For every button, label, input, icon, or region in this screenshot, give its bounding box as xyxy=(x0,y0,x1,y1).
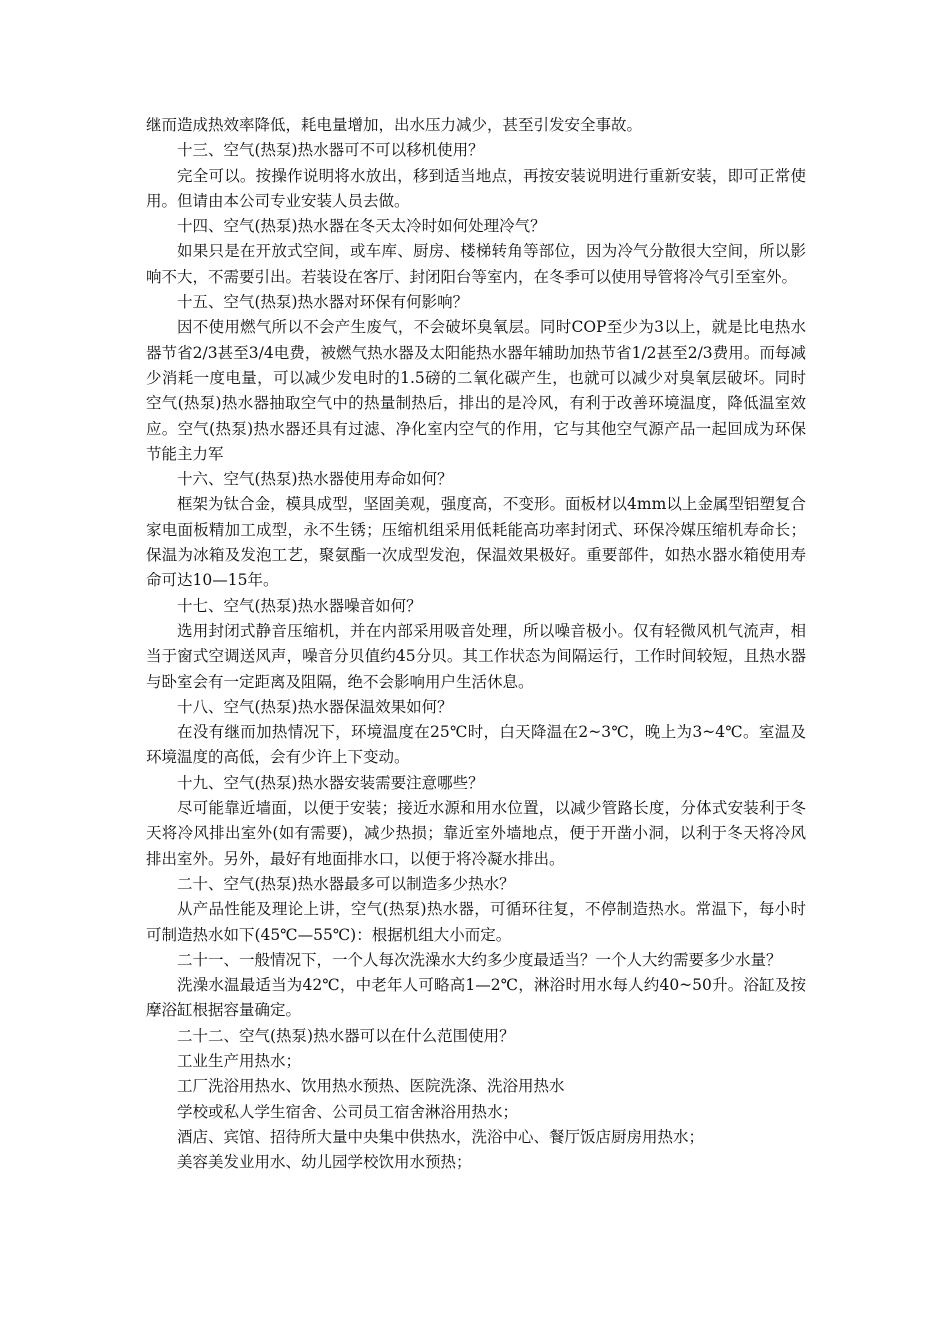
question-18: 十八、空气(热泵)热水器保温效果如何？ xyxy=(177,697,453,716)
question-15: 十五、空气(热泵)热水器对环保有何影响？ xyxy=(177,293,469,312)
question-16: 十六、空气(热泵)热水器使用寿命如何？ xyxy=(177,470,453,489)
question-21: 二十一、一般情况下，一个人每次洗澡水大约多少度最适当？一个人大约需要多少水量？ xyxy=(177,950,782,969)
document-page xyxy=(146,113,806,1175)
question-13: 十三、空气(热泵)热水器可不可以移机使用？ xyxy=(177,141,484,160)
usage-item-factory: 工厂洗浴用热水、饮用热水预热、医院洗涤、洗浴用热水 xyxy=(177,1077,565,1096)
question-22: 二十二、空气(热泵)热水器可以在什么范围使用？ xyxy=(177,1026,515,1045)
usage-item-dormitory: 学校或私人学生宿舍、公司员工宿舍淋浴用热水； xyxy=(177,1102,519,1121)
answer-20: 从产品性能及理论上讲，空气(热泵)热水器，可循环往复，不停制造热水。常温下，每小时可制造热水如下(45℃—55℃)：根据机组大小而定。 xyxy=(146,900,806,944)
answer-14: 如果只是在开放式空间，或车库、厨房、楼梯转角等部位，因为冷气分散很大空间，所以影响不大，不需要引出。若装设在客厅、封闭阳台等室内，在冬季可以使用导管将冷气引至室外。 xyxy=(146,242,806,286)
answer-15: 因不使用燃气所以不会产生废气，不会破坏臭氧层。同时COP至少为3以上，就是比电热水器节省2/3甚至3/4电费，被燃气热水器及太阳能热水器年辅助加热节省1/2甚至2/3费用。而每减少消耗一度电量，可以减少发电时的1.5磅的二氧化碳产生，也就可以减少对臭氧层破坏。同时空气(热泵)热水器抽取空气中的热量制热后，排出的是冷风，有利于改善环境温度，降低温室效应。空气(热泵)热水器还具有过滤、净化室内空气的作用，它与其他空气源产品一起回成为环保节能主力军 xyxy=(146,318,806,463)
answer-19: 尽可能靠近墙面，以便于安装；接近水源和用水位置，以减少管路长度，分体式安装利于冬天将冷风排出室外(如有需要)，减少热损；靠近室外墙地点，便于开凿小洞，以利于冬天将冷风排出室外。另外，最好有地面排水口，以便于将冷凝水排出。 xyxy=(146,799,806,868)
answer-16: 框架为钛合金，模具成型，坚固美观，强度高，不变形。面板材以4mm以上金属型铝塑复合家电面板精加工成型，永不生锈；压缩机组采用低耗能高功率封闭式、环保冷媒压缩机寿命长；保温为冰箱及发泡工艺，聚氨酯一次成型发泡，保温效果极好。重要部件，如热水器水箱使用寿命可达10—15年。 xyxy=(146,495,806,590)
usage-item-hotel: 酒店、宾馆、招待所大量中央集中供热水，洗浴中心、餐厅饭店厨房用热水； xyxy=(177,1127,705,1146)
question-17: 十七、空气(热泵)热水器噪音如何？ xyxy=(177,596,422,615)
question-14: 十四、空气(热泵)热水器在冬天太冷时如何处理冷气？ xyxy=(177,217,546,236)
paragraph-continuation: 继而造成热效率降低，耗电量增加，出水压力减少，甚至引发安全事故。 xyxy=(146,116,643,134)
question-20: 二十、空气(热泵)热水器最多可以制造多少热水？ xyxy=(177,874,515,893)
answer-17: 选用封闭式静音压缩机，并在内部采用吸音处理，所以噪音极小。仅有轻微风机气流声，相当于窗式空调送风声，噪音分贝值约45分贝。其工作状态为间隔运行，工作时间较短，且热水器与卧室会有一定距离及阻隔，绝不会影响用户生活休息。 xyxy=(146,621,806,691)
answer-18: 在没有继而加热情况下，环境温度在25℃时，白天降温在2~3℃，晚上为3~4℃。室温及环境温度的高低，会有少许上下变动。 xyxy=(146,723,806,767)
answer-13: 完全可以。按操作说明将水放出，移到适当地点，再按安装说明进行重新安装，即可正常使用。但请由本公司专业安装人员去做。 xyxy=(146,166,806,210)
usage-item-industrial: 工业生产用热水； xyxy=(177,1051,302,1070)
usage-item-salon: 美容美发业用水、幼儿园学校饮用水预热； xyxy=(177,1153,472,1172)
question-19: 十九、空气(热泵)热水器安装需要注意哪些？ xyxy=(177,773,484,792)
answer-21: 洗澡水温最适当为42℃，中老年人可略高1—2℃，淋浴时用水每人约40~50升。浴缸及按摩浴缸根据容量确定。 xyxy=(146,976,806,1020)
